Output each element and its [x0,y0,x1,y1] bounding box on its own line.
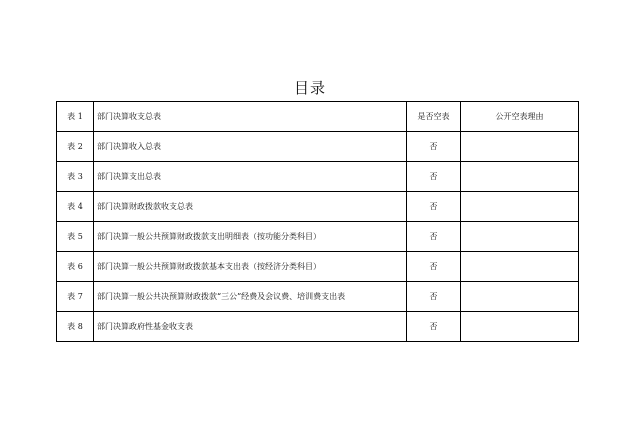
table-row [57,282,579,312]
empty-status-cell: 否 [407,282,461,312]
table-name-cell: 部门决算支出总表 [94,162,407,192]
reason-cell [461,282,579,312]
empty-status-cell: 否 [407,312,461,342]
table-of-contents [56,101,579,342]
table-number-cell: 表 2 [57,132,94,162]
reason-cell [461,312,579,342]
table-name-cell: 部门决算政府性基金收支表 [94,312,407,342]
empty-status-cell: 否 [407,252,461,282]
table-number-cell: 表 1 [57,102,94,132]
table-number-cell: 表 5 [57,222,94,252]
table-row [57,312,579,342]
reason-cell [461,132,579,162]
reason-cell [461,162,579,192]
table-row [57,102,579,132]
table-name-cell: 部门决算一般公共决预算财政拨款“三公”经费及会议费、培训费支出表 [94,282,407,312]
empty-status-cell: 否 [407,192,461,222]
empty-status-cell: 否 [407,222,461,252]
table-name-cell: 部门决算一般公共预算财政拨款基本支出表（按经济分类科目） [94,252,407,282]
table-row [57,222,579,252]
table-number-cell: 表 7 [57,282,94,312]
table-name-cell: 部门决算一般公共预算财政拨款支出明细表（按功能分类科目） [94,222,407,252]
reason-cell [461,192,579,222]
empty-status-cell: 否 [407,132,461,162]
table-name-cell: 部门决算收支总表 [94,102,407,132]
table-row [57,252,579,282]
reason-header: 公开空表理由 [461,102,579,132]
reason-cell [461,252,579,282]
table-number-cell: 表 8 [57,312,94,342]
empty-table-header: 是否空表 [407,102,461,132]
table-number-cell: 表 4 [57,192,94,222]
table-name-cell: 部门决算收入总表 [94,132,407,162]
empty-status-cell: 否 [407,162,461,192]
table-name-cell: 部门决算财政拨款收支总表 [94,192,407,222]
table-row [57,192,579,222]
table-number-cell: 表 6 [57,252,94,282]
table-number-cell: 表 3 [57,162,94,192]
reason-cell [461,222,579,252]
table-row [57,162,579,192]
table-row [57,132,579,162]
page-title: 目录 [293,79,326,97]
